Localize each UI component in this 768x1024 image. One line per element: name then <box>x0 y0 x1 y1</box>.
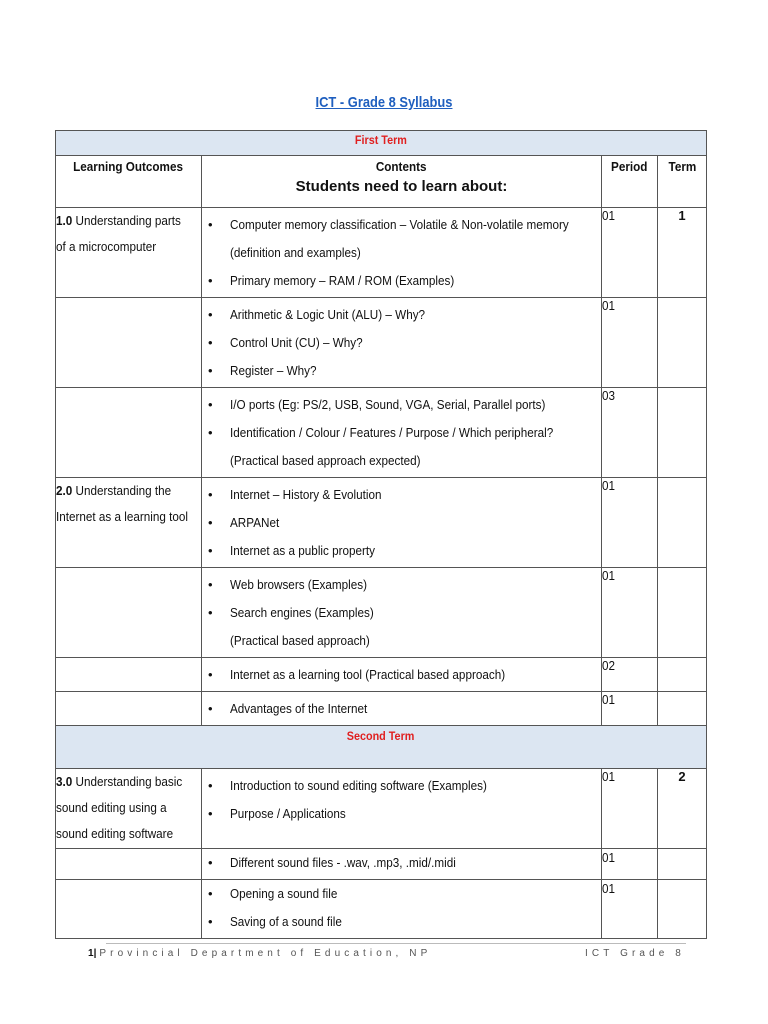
list-item: • Introduction to sound editing software (Examples) <box>230 772 601 800</box>
period-value: 01 <box>602 208 616 223</box>
header-contents: Contents <box>376 159 427 174</box>
period-value: 01 <box>602 298 616 313</box>
list-item: • Control Unit (CU) – Why? <box>230 329 601 357</box>
footer-separator: | <box>93 948 97 959</box>
list-item: • Register – Why? <box>230 357 601 385</box>
term-value: 1 <box>678 208 686 223</box>
second-term-header-row <box>56 726 707 769</box>
table-row <box>56 478 707 568</box>
period-value: 01 <box>602 568 616 583</box>
document-title: ICT - Grade 8 Syllabus <box>315 94 453 111</box>
list-item: • Internet – History & Evolution <box>230 481 601 509</box>
lo-number: 2.0 <box>56 483 73 498</box>
list-item: • Search engines (Examples) <box>230 599 601 627</box>
list-item: • Advantages of the Internet <box>230 695 601 723</box>
list-item: • Different sound files - .wav, .mp3, .mid/.midi <box>230 849 601 877</box>
period-value: 02 <box>602 658 616 673</box>
header-contents-sub: Students need to learn about: <box>295 178 508 195</box>
lo-text: Understanding parts of a microcomputer <box>56 213 181 254</box>
list-item: • Saving of a sound file <box>230 908 601 936</box>
period-value: 01 <box>602 769 616 784</box>
first-term-header-row <box>56 131 707 156</box>
table-row <box>56 208 707 298</box>
lo-text: Understanding basic sound editing using a sound editing software <box>56 774 183 841</box>
table-row <box>56 388 707 478</box>
column-header-row <box>56 156 707 208</box>
header-term: Term <box>668 159 696 174</box>
footer-right: ICT Grade 8 <box>585 948 685 959</box>
table-row <box>56 880 707 939</box>
list-item: • Opening a sound file <box>230 880 601 908</box>
table-row <box>56 692 707 726</box>
list-item-continuation: (Practical based approach expected) <box>230 453 421 468</box>
list-item: • Internet as a learning tool (Practical based approach) <box>230 661 601 689</box>
period-value: 01 <box>602 692 616 707</box>
table-row <box>56 298 707 388</box>
footer-divider <box>106 943 686 944</box>
list-item: • Computer memory classification – Volatile & Non-volatile memory <box>230 211 601 239</box>
term-value: 2 <box>678 769 686 784</box>
second-term-label: Second Term <box>347 729 415 743</box>
lo-text: Understanding the Internet as a learning tool <box>56 483 189 524</box>
footer-page-number: 1 <box>88 948 94 959</box>
table-row <box>56 568 707 658</box>
header-learning-outcomes: Learning Outcomes <box>73 159 184 174</box>
lo-number: 3.0 <box>56 774 73 789</box>
list-item: • Identification / Colour / Features / Purpose / Which peripheral? <box>230 419 601 447</box>
table-row <box>56 849 707 880</box>
list-item: • Web browsers (Examples) <box>230 571 601 599</box>
syllabus-table <box>55 130 707 939</box>
list-item: • Internet as a public property <box>230 537 601 565</box>
table-row <box>56 658 707 692</box>
footer-left <box>88 948 431 959</box>
list-item-continuation: (Practical based approach) <box>230 633 370 648</box>
first-term-label: First Term <box>355 133 408 147</box>
header-period: Period <box>611 159 648 174</box>
lo-number: 1.0 <box>56 213 73 228</box>
period-value: 01 <box>602 478 616 493</box>
table-row <box>56 769 707 849</box>
list-item: • ARPANet <box>230 509 601 537</box>
list-item: • I/O ports (Eg: PS/2, USB, Sound, VGA, Serial, Parallel ports) <box>230 391 601 419</box>
footer-organization: Provincial Department of Education, NP <box>99 948 432 959</box>
list-item: • Purpose / Applications <box>230 800 601 828</box>
list-item: • Primary memory – RAM / ROM (Examples) <box>230 267 601 295</box>
period-value: 03 <box>602 388 616 403</box>
period-value: 01 <box>602 850 616 865</box>
list-item: • Arithmetic & Logic Unit (ALU) – Why? <box>230 301 601 329</box>
list-item-continuation: (definition and examples) <box>230 245 361 260</box>
period-value: 01 <box>602 881 616 896</box>
